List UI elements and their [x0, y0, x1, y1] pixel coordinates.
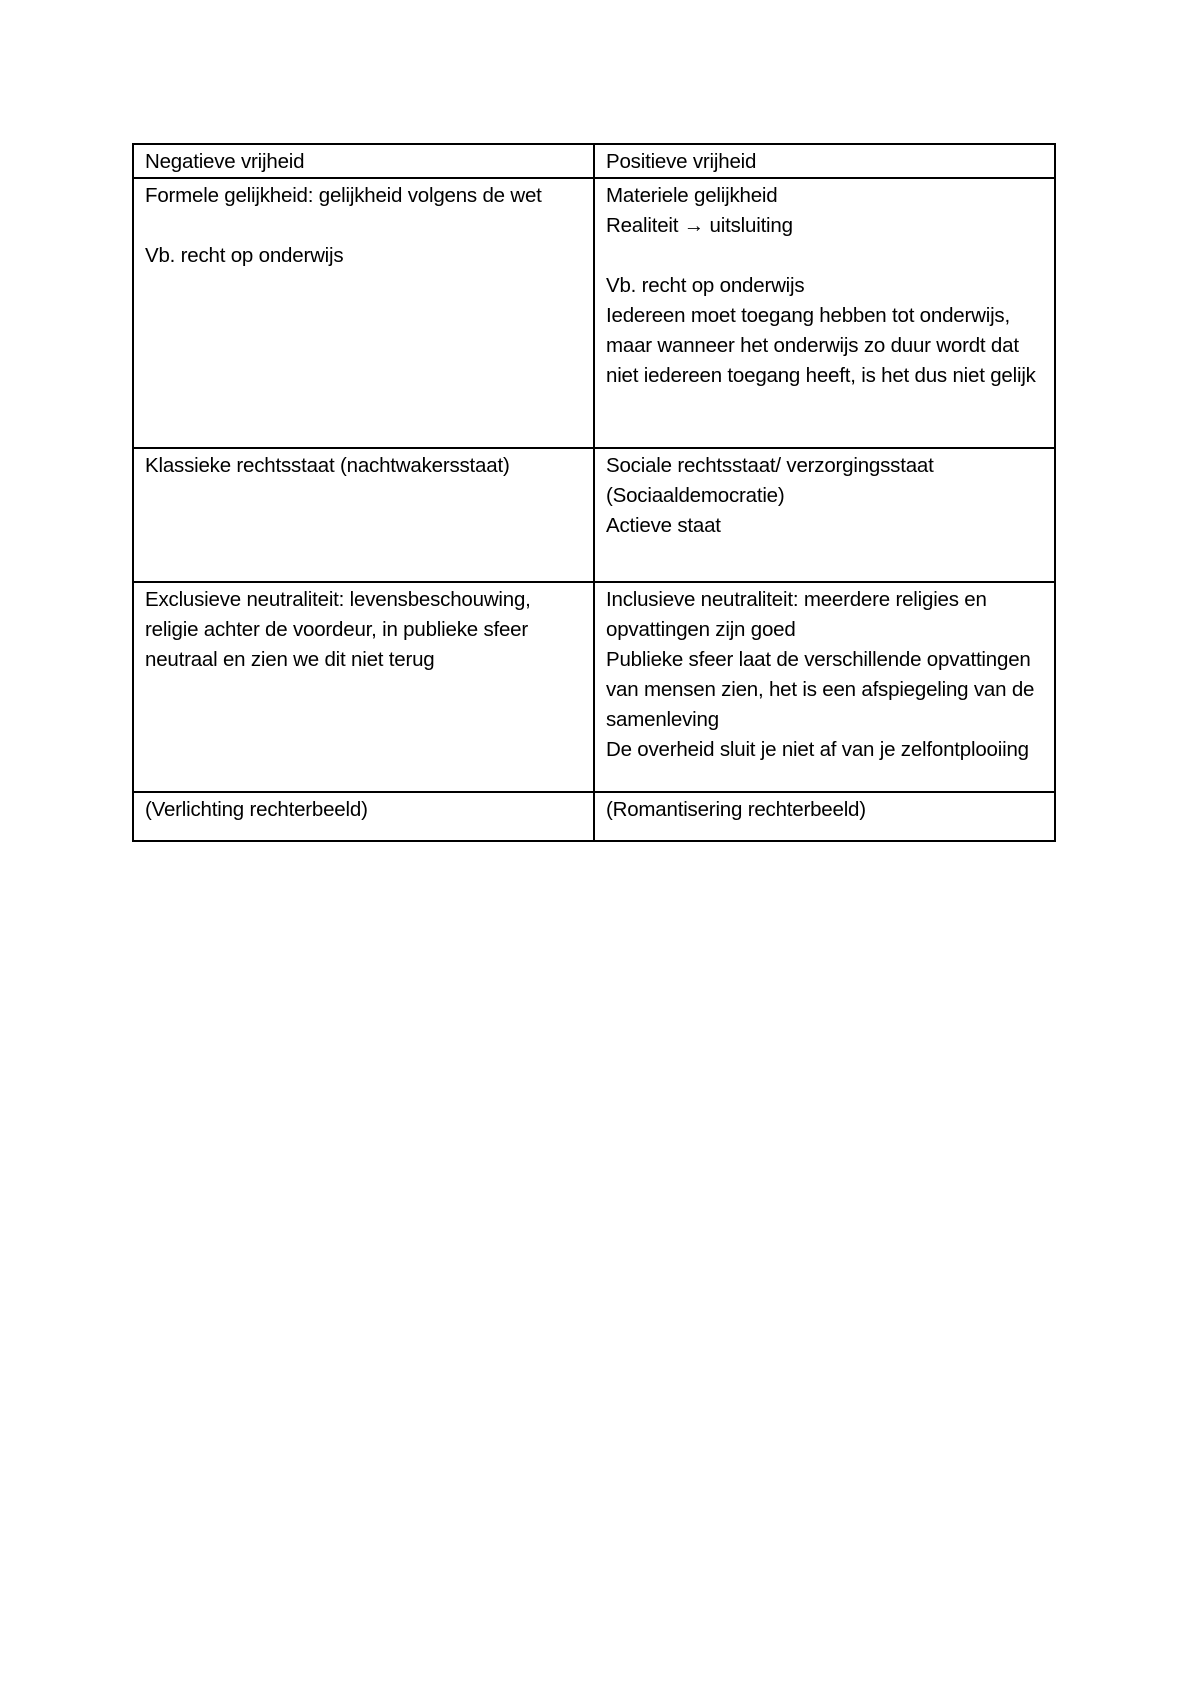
cell-line: Realiteit → uitsluiting [606, 214, 793, 237]
cell-line: Formele gelijkheid: gelijkheid volgens de wet [145, 184, 542, 207]
header-negative-freedom [133, 144, 594, 178]
header-right-text: Positieve vrijheid [606, 150, 757, 173]
cell-line: De overheid sluit je niet af van je zelfontplooiing [606, 738, 1029, 761]
cell-line: Vb. recht op onderwijs [606, 274, 805, 297]
cell-line: (Verlichting rechterbeeld) [145, 798, 368, 821]
table-row [133, 582, 1055, 792]
row3-left-cell [133, 582, 594, 792]
table-row [133, 448, 1055, 582]
cell-line: Exclusieve neutraliteit: levensbeschouwing, religie achter de voordeur, in publieke sfeer neutraal en zien we dit niet terug [145, 588, 531, 671]
row1-left-cell [133, 178, 594, 448]
cell-line: Actieve staat [606, 514, 721, 537]
header-positive-freedom [594, 144, 1055, 178]
row2-right-cell [594, 448, 1055, 582]
cell-line: Klassieke rechtsstaat (nachtwakersstaat) [145, 454, 510, 477]
cell-blank-line [145, 211, 583, 241]
cell-line: Materiele gelijkheid [606, 184, 778, 207]
header-left-text: Negatieve vrijheid [145, 150, 305, 173]
table-header-row [133, 144, 1055, 178]
comparison-table [132, 143, 1056, 842]
cell-blank-line [606, 241, 1044, 271]
cell-line: Iedereen moet toegang hebben tot onderwijs, maar wanneer het onderwijs zo duur wordt dat niet iedereen toegang heeft, is het dus niet gelijk [606, 304, 1036, 387]
table-row [133, 792, 1055, 841]
cell-line: Vb. recht op onderwijs [145, 244, 344, 267]
cell-line: Inclusieve neutraliteit: meerdere religies en opvattingen zijn goed [606, 588, 987, 641]
row2-left-cell [133, 448, 594, 582]
cell-line: (Romantisering rechterbeeld) [606, 798, 866, 821]
row1-right-cell [594, 178, 1055, 448]
cell-line: Sociale rechtsstaat/ verzorgingsstaat (Sociaaldemocratie) [606, 454, 934, 507]
row4-right-cell [594, 792, 1055, 841]
cell-line: Publieke sfeer laat de verschillende opvattingen van mensen zien, het is een afspiegeling van de samenleving [606, 648, 1035, 731]
row4-left-cell [133, 792, 594, 841]
row3-right-cell [594, 582, 1055, 792]
table-row [133, 178, 1055, 448]
